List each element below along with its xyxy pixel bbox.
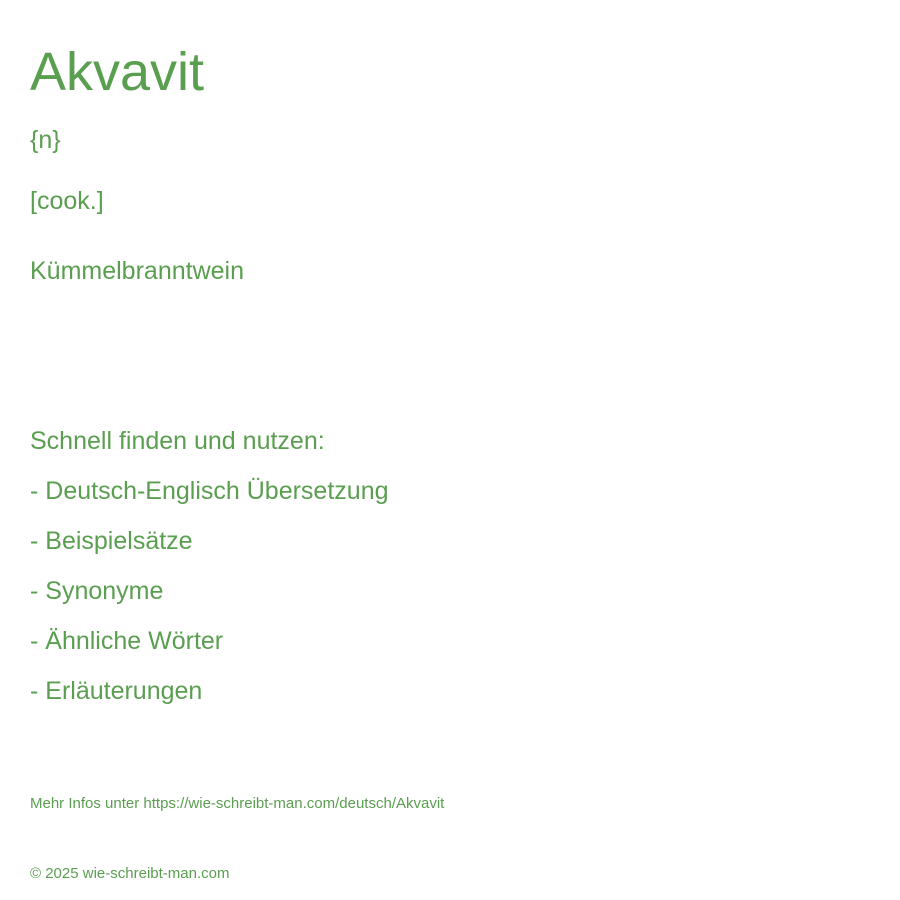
promo-item-synonyms: - Synonyme	[30, 577, 164, 605]
promo-item-translation: - Deutsch-Englisch Übersetzung	[30, 477, 389, 505]
page-title: Akvavit	[30, 42, 205, 102]
promo-list	[30, 476, 389, 726]
gender-label: {n}	[30, 126, 61, 154]
promo-item-similar-words: - Ähnliche Wörter	[30, 627, 224, 655]
more-info-text: Mehr Infos unter https://wie-schreibt-man.com/deutsch/Akvavit	[30, 795, 445, 812]
promo-heading: Schnell finden und nutzen:	[30, 427, 325, 455]
copyright-text: © 2025 wie-schreibt-man.com	[30, 865, 230, 882]
domain-label: [cook.]	[30, 187, 104, 215]
promo-item-explanations: - Erläuterungen	[30, 677, 203, 705]
promo-item-example-sentences: - Beispielsätze	[30, 527, 193, 555]
synonym-text: Kümmelbranntwein	[30, 257, 244, 285]
